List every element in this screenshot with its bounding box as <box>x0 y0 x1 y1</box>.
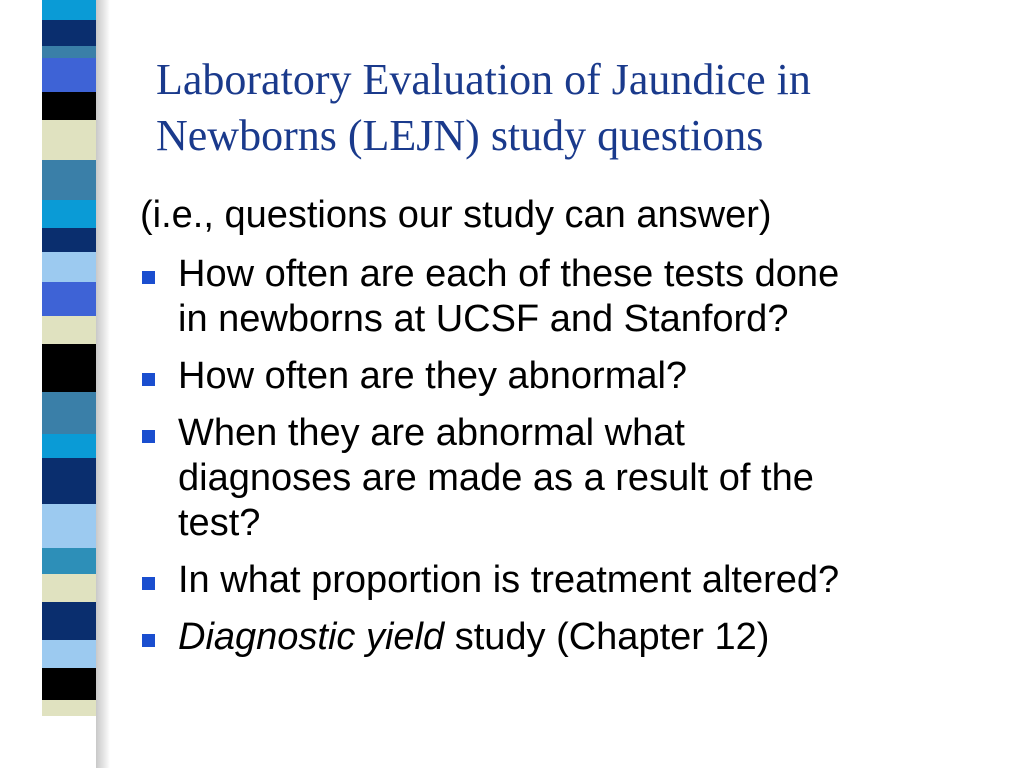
bullet-text-line: How often are each of these tests done <box>178 253 840 295</box>
stripe-segment <box>42 700 96 716</box>
stripe-segment <box>42 504 96 548</box>
bullet-text-line <box>178 615 1000 660</box>
bullet-item <box>140 411 1000 546</box>
stripe-segment <box>42 160 96 200</box>
bullet-item <box>140 252 1000 342</box>
stripe-segment <box>42 392 96 434</box>
stripe-segment <box>42 316 96 344</box>
italic-term: Diagnostic yield <box>178 616 445 658</box>
stripe-segment <box>42 344 96 392</box>
stripe-segment <box>42 602 96 640</box>
bullet-text-rest: study (Chapter 12) <box>444 616 770 658</box>
stripe-segment <box>42 282 96 316</box>
bullet-item <box>140 354 1000 399</box>
square-bullet-icon <box>142 430 155 443</box>
intro-text: (i.e., questions our study can answer) <box>140 194 772 236</box>
stripe-segment <box>42 58 96 92</box>
stripe-segment <box>42 548 96 574</box>
bullet-text-line: When they are abnormal what <box>178 412 685 454</box>
stripe-segment <box>42 120 96 160</box>
stripe-segment <box>42 0 96 20</box>
slide-title-line: Newborns (LEJN) study questions <box>156 111 764 160</box>
stripe-segment <box>42 20 96 46</box>
stripe-segment <box>42 574 96 602</box>
bullet-text-line: In what proportion is treatment altered? <box>178 559 840 601</box>
stripe-segment <box>42 434 96 458</box>
bullet-text-line: diagnoses are made as a result of the <box>178 457 814 499</box>
slide-title <box>156 52 996 164</box>
bullet-text-line: in newborns at UCSF and Stanford? <box>178 298 789 340</box>
bullet-text-line: How often are they abnormal? <box>178 355 688 397</box>
bullet-item <box>140 558 1000 603</box>
square-bullet-icon <box>142 271 155 284</box>
stripe-segment <box>42 458 96 504</box>
stripe-segment <box>42 228 96 252</box>
stripe-segment <box>42 640 96 668</box>
stripe-segment <box>42 668 96 700</box>
square-bullet-icon <box>142 373 155 386</box>
bullet-text-line: test? <box>178 502 261 544</box>
square-bullet-icon <box>142 634 155 647</box>
square-bullet-icon <box>142 577 155 590</box>
bullet-list <box>140 252 1000 672</box>
bullet-item <box>140 615 1000 660</box>
stripe-segment <box>42 92 96 120</box>
stripe-segment <box>42 200 96 228</box>
stripe-shadow <box>96 0 110 768</box>
decorative-stripe-bar <box>42 0 96 768</box>
stripe-segment <box>42 46 96 58</box>
slide-title-line: Laboratory Evaluation of Jaundice in <box>156 55 811 104</box>
stripe-segment <box>42 252 96 282</box>
